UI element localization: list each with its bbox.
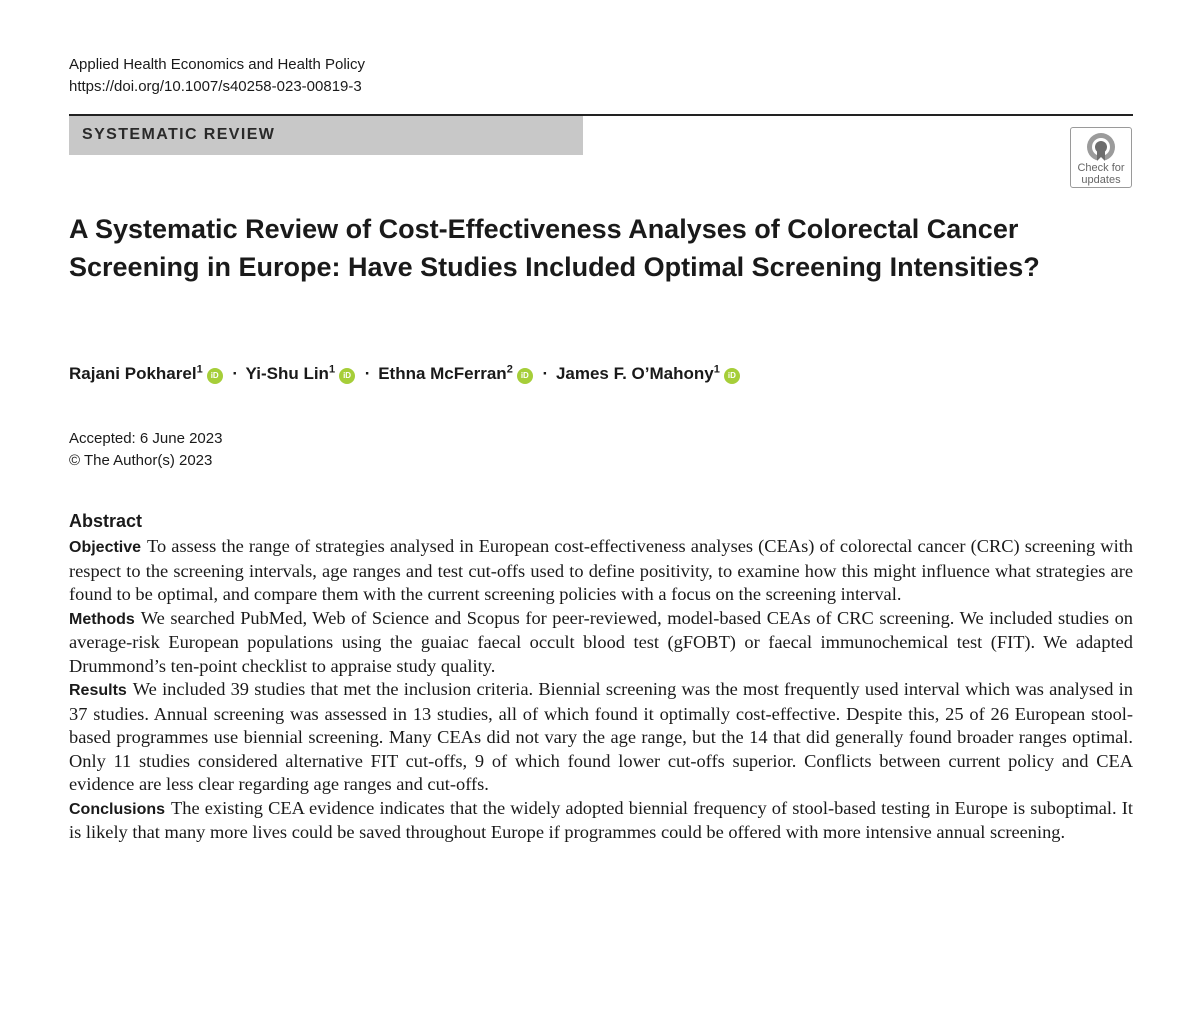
section-text: We searched PubMed, Web of Science and Scopus for peer-reviewed, model-based CEAs of CRC screening. We included studies on average-risk European populations using the guaiac faecal occult blood test (gFOBT) or faecal immunochemical test (FIT). We adapted Drummond’s ten-point checklist to appraise study quality. [69, 607, 1133, 676]
orcid-icon[interactable]: iD [517, 368, 533, 384]
author-separator: · [364, 364, 371, 383]
check-for-updates-label: Check for updates [1077, 162, 1125, 186]
publication-dates [69, 428, 222, 472]
author-separator: · [232, 364, 239, 383]
orcid-icon[interactable]: iD [207, 368, 223, 384]
article-type-banner [69, 116, 583, 155]
section-label: Methods [69, 610, 135, 628]
orcid-icon[interactable]: iD [724, 368, 740, 384]
section-label: Results [69, 682, 127, 699]
abstract-objective [69, 535, 1133, 607]
section-text: To assess the range of strategies analysed in European cost-effectiveness analyses (CEAs) of colorectal cancer (CRC) screening with respect to the screening intervals, age ranges and test cut-offs used to define positivity, to examine how this might influence what strategies are found to be optimal, and compare them with the current screening policies with a focus on the screening interval. [69, 536, 1133, 604]
section-label: Objective [69, 539, 142, 556]
journal-header [69, 54, 365, 98]
section-label: Conclusions [69, 800, 166, 818]
author-name[interactable]: Rajani Pokharel [69, 364, 197, 383]
section-text: We included 39 studies that met the inclusion criteria. Biennial screening was the most frequently used interval which was analysed in 37 studies. Annual screening was assessed in 13 studies, all of which found it optimally cost-effective. Despite this, 25 of 26 European stool-based programmes use biennial screening. Many CEAs did not vary the age range, but the 14 that did generally found broader ranges optimal. Only 11 studies considered alternative FIT cut-offs, 9 of which found lower cut-offs superior. Conflicts between current policy and CEA evidence are less clear regarding age ranges and cut-offs. [69, 679, 1133, 794]
author-affiliation: 2 [506, 363, 513, 376]
author-name[interactable]: Yi-Shu Lin [245, 364, 329, 383]
check-for-updates-button[interactable] [1070, 127, 1132, 188]
accepted-date: Accepted: 6 June 2023 [69, 430, 223, 447]
crossmark-icon [1086, 132, 1116, 162]
author-list [69, 362, 742, 386]
author-name[interactable]: James F. O’Mahony [555, 364, 714, 383]
article-title: A Systematic Review of Cost-Effectiveness Analyses of Colorectal Cancer Screening in Europe: Have Studies Included Optimal Screening Intensities? [69, 214, 1040, 282]
orcid-icon[interactable]: iD [339, 368, 355, 384]
abstract-heading: Abstract [69, 511, 143, 531]
author-separator: · [542, 364, 549, 383]
journal-name: Applied Health Economics and Health Policy [69, 56, 365, 73]
abstract-conclusions [69, 797, 1133, 845]
article-type-label: SYSTEMATIC REVIEW [82, 126, 276, 143]
section-text: The existing CEA evidence indicates that the widely adopted biennial frequency of stool-based testing in Europe is suboptimal. It is likely that many more lives could be saved throughout Europe if programmes could be offered with more intensive annual screening. [69, 797, 1133, 842]
author-affiliation: 1 [196, 363, 203, 376]
abstract-section [69, 509, 1133, 845]
doi-link[interactable]: https://doi.org/10.1007/s40258-023-00819-3 [69, 78, 362, 95]
abstract-methods [69, 607, 1133, 679]
copyright-notice: © The Author(s) 2023 [69, 452, 213, 469]
author-affiliation: 1 [713, 363, 720, 376]
abstract-results [69, 678, 1133, 797]
author-name[interactable]: Ethna McFerran [378, 364, 507, 383]
author-affiliation: 1 [328, 363, 336, 376]
